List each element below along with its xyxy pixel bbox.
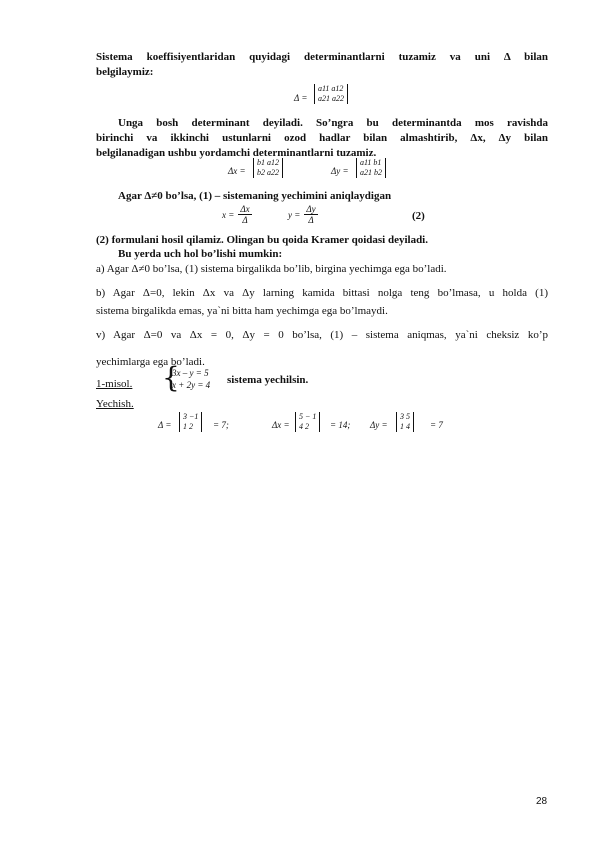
- delta-y-label: Δy =: [331, 166, 349, 176]
- sol-delta-y-determinant: [396, 412, 414, 432]
- paragraph-cases-intro: Bu yerda uch hol bo’lishi mumkin:: [118, 248, 283, 260]
- sol-delta-y-label: Δy =: [370, 420, 388, 430]
- system-equation: 3x – y = 5: [172, 368, 209, 378]
- fraction-numerator: Δx: [240, 204, 250, 214]
- sol-delta-x-value: = 14;: [330, 420, 351, 430]
- delta-x-label: Δx =: [228, 166, 246, 176]
- sol-delta-determinant: [179, 412, 202, 432]
- system-instruction: sistema yechilsin.: [227, 374, 309, 386]
- fraction-denominator: Δ: [308, 215, 314, 225]
- sol-delta-y-value: = 7: [430, 420, 443, 430]
- delta-label: Δ =: [294, 93, 308, 103]
- determinant-row: b1 a12: [257, 158, 279, 167]
- example-title: 1-misol.: [96, 378, 133, 390]
- text-line: belgilanadigan ushbu yordamchi determinantlarni tuzamiz.: [96, 147, 377, 159]
- fraction-x: [238, 204, 251, 225]
- determinant-row: a21 a22: [318, 94, 344, 103]
- case-b: [96, 286, 548, 319]
- determinant-row: 3 −1: [183, 412, 199, 421]
- determinant-row: 1 2: [183, 422, 193, 431]
- determinant-row: 4 2: [299, 422, 309, 431]
- system-equation: x + 2y = 4: [172, 380, 211, 390]
- equation-number: (2): [412, 210, 425, 222]
- fraction-y: [304, 204, 317, 225]
- paragraph-kramer-intro: Agar Δ≠0 bo’lsa, (1) – sistemaning yechimini aniqlaydigan: [118, 190, 392, 202]
- determinant-row: 1 4: [400, 422, 410, 431]
- determinant-row: 5 − 1: [299, 412, 317, 421]
- paragraph-main-det: [96, 116, 548, 161]
- delta-x-determinant: [253, 158, 283, 178]
- paragraph-kramer-rule: (2) formulani hosil qilamiz. Olingan bu qoida Kramer qoidasi deyiladi.: [96, 234, 428, 246]
- determinant-row: 3 5: [400, 412, 410, 421]
- sol-delta-label: Δ =: [158, 420, 172, 430]
- paragraph-intro: [96, 50, 548, 80]
- text-line: v) Agar Δ=0 va Δx = 0, Δy = 0 bo’lsa, (1) – sistema aniqmas, ya`ni cheksiz ko’p: [96, 329, 548, 341]
- sol-delta-x-determinant: [295, 412, 320, 432]
- case-a: a) Agar Δ≠0 bo’lsa, (1) sistema birgalikda bo’lib, birgina yechimga ega bo’ladi.: [96, 263, 447, 275]
- kramer-formula: [222, 204, 252, 225]
- formula-x: x =: [222, 210, 235, 221]
- sol-delta-x-label: Δx =: [272, 420, 290, 430]
- case-v-continued: yechimlarga ega bo’ladi.: [96, 356, 205, 368]
- text-line: Sistema koeffisiyentlaridan quyidagi determinantlarni tuzamiz va uni Δ bilan: [96, 51, 548, 63]
- sol-delta-value: = 7;: [213, 420, 229, 430]
- determinant-row: a11 a12: [318, 84, 344, 93]
- text-line: b) Agar Δ=0, lekin Δx va Δy larning kamida bittasi nolga teng bo’lmasa, u holda (1): [96, 287, 548, 299]
- text-line: sistema birgalikda emas, ya`ni bitta ham yechimga ega bo’lmaydi.: [96, 305, 388, 317]
- determinant-row: b2 a22: [257, 168, 279, 177]
- text-line: birinchi va ikkinchi ustunlarni ozod hadlar bilan almashtirib, Δx, Δy bilan: [96, 132, 548, 144]
- fraction-denominator: Δ: [242, 215, 248, 225]
- equation-system: [172, 367, 210, 391]
- fraction-numerator: Δy: [306, 204, 316, 214]
- text-line: Unga bosh determinant deyiladi. So’ngra bu determinantda mos ravishda: [118, 117, 548, 129]
- delta-y-determinant: [356, 158, 386, 178]
- system-brace: {: [162, 361, 180, 394]
- page-number: 28: [536, 796, 548, 807]
- determinant-row: a21 b2: [360, 168, 382, 177]
- case-v: [96, 328, 548, 343]
- text-line: belgilaymiz:: [96, 66, 154, 78]
- formula-y: y =: [288, 210, 301, 221]
- determinant-row: a11 b1: [360, 158, 382, 167]
- kramer-formula-y: [288, 204, 318, 225]
- solution-title: Yechish.: [96, 398, 134, 410]
- main-determinant: [314, 84, 348, 104]
